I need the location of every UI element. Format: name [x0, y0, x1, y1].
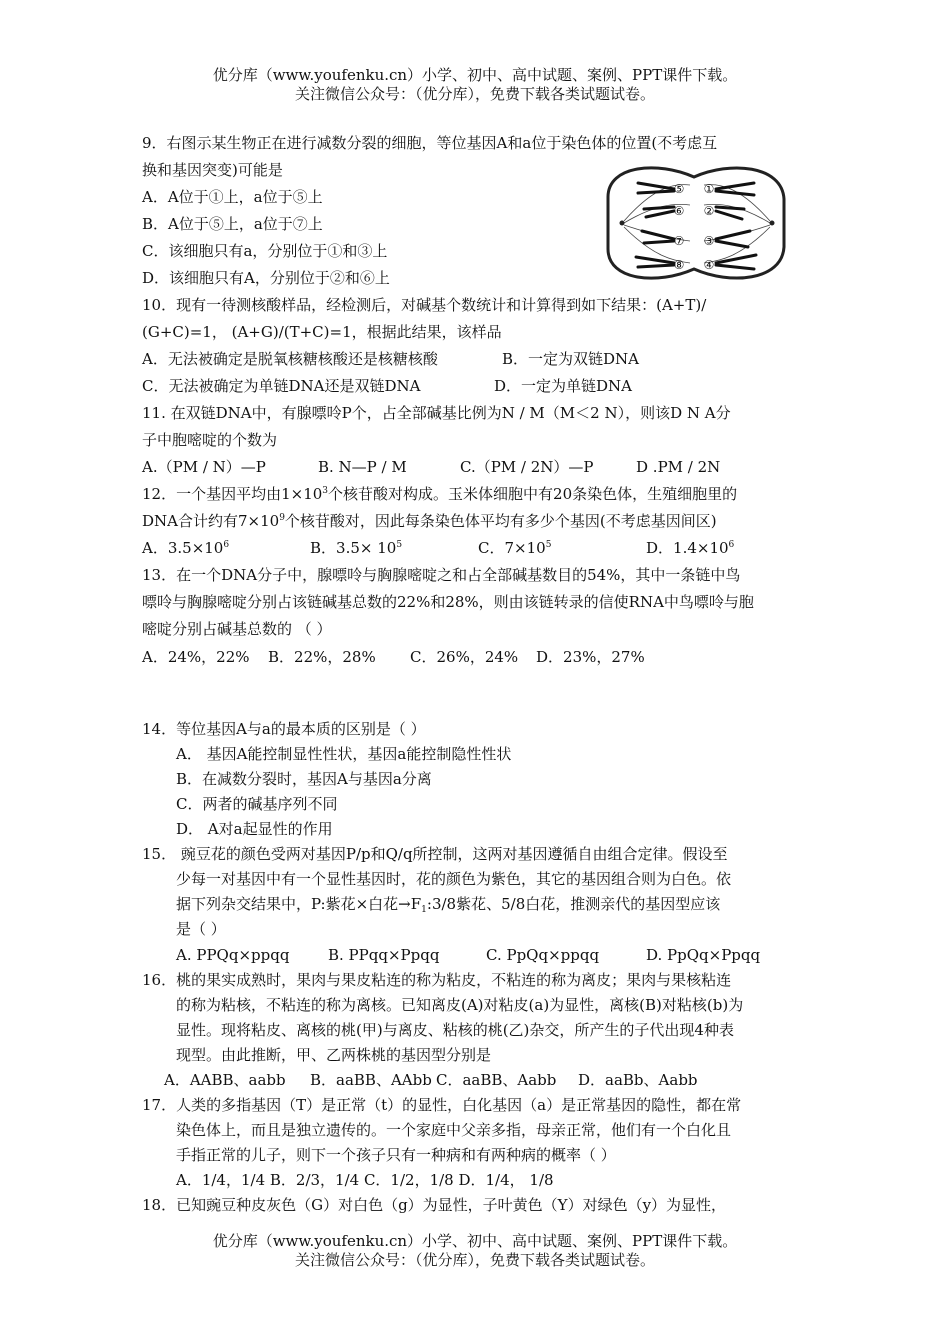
figure-label-3: ③: [703, 234, 715, 248]
q17-stem-line-2: 染色体上，而且是独立遗传的。一个家庭中父亲多指，母亲正常，他们有一个白化且: [176, 1121, 732, 1139]
q9-stem-line-1: 9．右图示某生物正在进行减数分裂的细胞，等位基因A和a位于染色体的位置(不考虑互: [142, 134, 718, 152]
left-centrosome: [620, 221, 625, 226]
q15-stem-line-2: 少每一对基因中有一个显性基因时，花的颜色为紫色，其它的基因组合则为白色。依: [176, 870, 732, 888]
header-line-1: 优分库（www.youfenku.cn）小学、初中、高中试题、案例、PPT课件下载。: [212, 66, 738, 84]
q11-option-d: D .PM / 2N: [636, 458, 721, 476]
q13-stem-line-1: 13．在一个DNA分子中，腺嘌呤与胸腺嘧啶之和占全部碱基数目的54%，其中一条链中鸟: [142, 566, 741, 584]
q12-b-exponent: 5: [396, 540, 403, 550]
q15-option-d: D. PpQq×Ppqq: [646, 946, 761, 964]
q10-option-b: B．一定为双链DNA: [502, 350, 640, 368]
figure-label-1: ①: [703, 182, 715, 196]
chromosomes: [636, 183, 756, 269]
q9-option-d: D．该细胞只有A，分别位于②和⑥上: [142, 269, 390, 287]
figure-label-5: ⑤: [673, 182, 685, 196]
right-centrosome: [770, 221, 775, 226]
figure-label-6: ⑥: [673, 204, 685, 218]
q11-stem-line-1: 11. 在双链DNA中，有腺嘌呤P个，占全部碱基比例为N / M（M＜2 N），则该D N A分: [142, 404, 731, 422]
q12-stem-line-2: [142, 511, 717, 531]
q12-stem2-part-a: DNA合计约有7×10: [142, 512, 280, 530]
q12-stem1-part-b: 个核苷酸对构成。玉米体细胞中有20条染色体，生殖细胞里的: [328, 485, 738, 503]
q11-stem-line-2: 子中胞嘧啶的个数为: [142, 431, 278, 449]
q12-stem2-part-b: 个核苷酸对，因此每条染色体平均有多少个基因(不考虑基因间区): [284, 512, 717, 530]
q12-stem1-part-a: 12．一个基因平均由1×10: [142, 485, 323, 503]
figure-label-2: ②: [703, 204, 715, 218]
q16-stem-line-3: 显性。现将粘皮、离核的桃(甲)与离皮、粘核的桃(乙)杂交，所产生的子代出现4种表: [176, 1021, 734, 1039]
q13-option-c: C．26%，24%: [410, 648, 519, 666]
q11-option-c: C.（PM / 2N）—P: [460, 458, 594, 476]
page-header: [0, 66, 950, 104]
q9-option-a: A．A位于①上，a位于⑤上: [142, 188, 323, 206]
q9-stem-line-2: 换和基因突变)可能是: [142, 161, 283, 179]
q12-stem1-exponent: 3: [322, 486, 329, 496]
figure-label-8: ⑧: [673, 258, 685, 272]
q16-option-d: D．aaBb、Aabb: [578, 1071, 698, 1089]
q13-stem-line-3: 嘧啶分别占碱基总数的 （ ）: [142, 620, 332, 638]
figure-label-4: ④: [703, 258, 715, 272]
q16-option-a: A．AABB、aabb: [164, 1071, 286, 1089]
q12-stem-line-1: [142, 484, 737, 504]
q14-option-b: B．在减数分裂时，基因A与基因a分离: [176, 770, 432, 788]
q12-d-exponent: 6: [728, 540, 735, 550]
q12-a-exponent: 6: [223, 540, 230, 550]
q14-option-a: A． 基因A能控制显性性状，基因a能控制隐性性状: [176, 745, 512, 763]
q17-stem-line-1: 17．人类的多指基因（T）是正常（t）的显性，白化基因（a）是正常基因的隐性，都在常: [142, 1096, 742, 1114]
q13-stem-line-2: 嘌呤与胸腺嘧啶分别占该链碱基总数的22%和28%，则由该链转录的信使RNA中鸟嘌呤与胞: [142, 593, 754, 611]
q9-option-b: B．A位于⑤上，a位于⑦上: [142, 215, 323, 233]
footer-line-2: 关注微信公众号：（优分库），免费下载各类试题试卷。: [294, 1251, 655, 1269]
q16-option-c: C．aaBB、Aabb: [436, 1071, 557, 1089]
q10-option-d: D．一定为单链DNA: [494, 377, 633, 395]
q15-stem-line-1: 15． 豌豆花的颜色受两对基因P/p和Q/q所控制，这两对基因遵循自由组合定律。假设至: [142, 845, 728, 863]
q10-stem-line-1: 10．现有一待测核酸样品，经检测后，对碱基个数统计和计算得到如下结果：(A+T)/: [142, 296, 707, 314]
q12-a-base: A．3.5×10: [142, 539, 224, 557]
q17-stem-line-3: 手指正常的儿子，则下一个孩子只有一种病和有两种病的概率（ ）: [176, 1146, 616, 1164]
q16-stem-line-2: 的称为粘核，不粘连的称为离核。已知离皮(A)对粘皮(a)为显性，离核(B)对粘核(b)为: [176, 996, 744, 1014]
q9-option-c: C．该细胞只有a，分别位于①和③上: [142, 242, 388, 260]
q16-option-b: B．aaBB、AAbb: [310, 1071, 432, 1089]
q11-option-a: A.（PM / N）—P: [142, 458, 266, 476]
q15-option-b: B. PPqq×Ppqq: [328, 946, 440, 964]
q16-stem-line-1: 16．桃的果实成熟时，果肉与果皮粘连的称为粘皮，不粘连的称为离皮；果肉与果核粘连: [142, 971, 732, 989]
q12-option-b: [310, 538, 402, 558]
q14-stem: 14．等位基因A与a的最本质的区别是（ ）: [142, 720, 426, 738]
q10-stem-line-2: (G+C)=1， (A+G)/(T+C)=1，根据此结果，该样品: [142, 323, 502, 341]
q13-option-a: A．24%，22%: [142, 648, 250, 666]
q12-c-base: C．7×10: [478, 539, 546, 557]
q12-c-exponent: 5: [545, 540, 552, 550]
q11-option-b: B. N—P / M: [318, 458, 407, 476]
q13-option-b: B．22%，28%: [268, 648, 376, 666]
q12-option-a: [142, 538, 229, 558]
q15-option-a: A. PPQq×ppqq: [176, 946, 290, 964]
q17-options: A．1/4，1/4 B．2/3，1/4 C．1/2，1/8 D．1/4， 1/8: [176, 1171, 554, 1189]
q15-stem-line-3: [176, 894, 720, 914]
q15-stem3-subscript: 1: [421, 905, 427, 915]
meiosis-cell-figure: [594, 159, 794, 287]
q18-stem-line-1: 18．已知豌豆种皮灰色（G）对白色（g）为显性，子叶黄色（Y）对绿色（y）为显性，: [142, 1196, 727, 1214]
q15-stem-line-4: 是（ ）: [176, 920, 226, 938]
q15-option-c: C. PpQq×ppqq: [486, 946, 600, 964]
spindle-fibers: [624, 185, 770, 263]
q12-d-base: D．1.4×10: [646, 539, 729, 557]
q10-option-c: C．无法被确定为单链DNA还是双链DNA: [142, 377, 421, 395]
q15-stem3-part-b: :3/8紫花、5/8白花，推测亲代的基因型应该: [426, 895, 721, 913]
q10-option-a: A．无法被确定是脱氧核糖核酸还是核糖核酸: [142, 350, 438, 368]
q14-option-d: D． A对a起显性的作用: [176, 820, 333, 838]
q15-stem3-part-a: 据下列杂交结果中，P:紫花×白花→F: [176, 895, 422, 913]
q13-option-d: D．23%，27%: [536, 648, 645, 666]
figure-label-7: ⑦: [673, 234, 685, 248]
page-footer: [0, 1232, 950, 1270]
q14-option-c: C．两者的碱基序列不同: [176, 795, 338, 813]
q16-stem-line-4: 现型。由此推断，甲、乙两株桃的基因型分别是: [176, 1046, 492, 1064]
q12-stem2-exponent: 9: [279, 513, 285, 523]
footer-line-1: 优分库（www.youfenku.cn）小学、初中、高中试题、案例、PPT课件下载。: [212, 1232, 738, 1250]
q12-option-d: [646, 538, 734, 558]
header-line-2: 关注微信公众号：（优分库），免费下载各类试题试卷。: [294, 85, 655, 103]
q12-option-c: [478, 538, 551, 558]
q12-b-base: B．3.5× 10: [310, 539, 397, 557]
